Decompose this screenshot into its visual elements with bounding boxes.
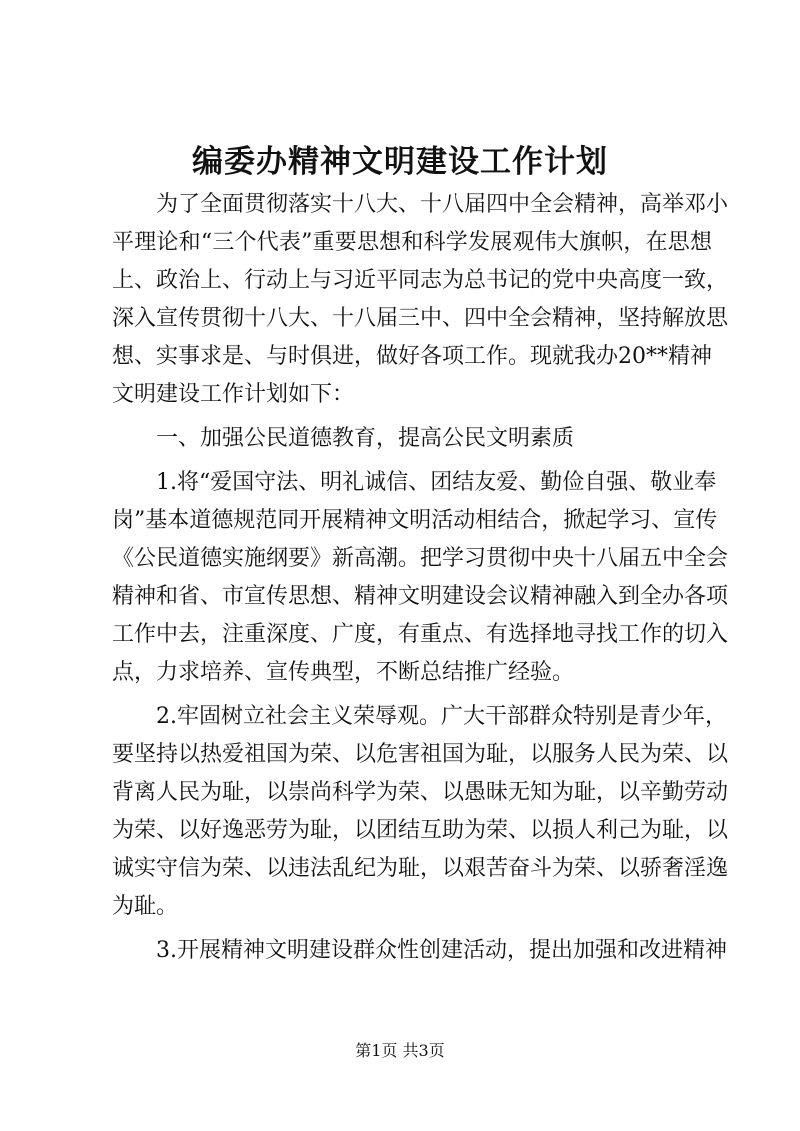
body-text-line: 精神和省、市宣传思想、精神文明建设会议精神融入到全办各项 xyxy=(112,584,729,609)
body-text-line: 工作中去，注重深度、广度，有重点、有选择地寻找工作的切入 xyxy=(112,622,729,647)
body-text-line: 为了全面贯彻落实十八大、十八届四中全会精神，高举邓小 xyxy=(156,192,729,217)
body-text-line: 《公民道德实施纲要》新高潮。把学习贯彻中央十八届五中全会 xyxy=(112,546,729,571)
body-text-line: 为荣、以好逸恶劳为耻，以团结互助为荣、以损人利己为耻，以 xyxy=(112,818,729,843)
body-text-line: 要坚持以热爱祖国为荣、以危害祖国为耻，以服务人民为荣、以 xyxy=(112,742,729,767)
body-text-line: 上、政治上、行动上与习近平同志为总书记的党中央高度一致， xyxy=(112,268,729,293)
body-text-line: 诚实守信为荣、以违法乱纪为耻，以艰苦奋斗为荣、以骄奢淫逸 xyxy=(112,856,729,881)
body-text-line: 平理论和“三个代表”重要思想和科学发展观伟大旗帜，在思想 xyxy=(112,230,712,255)
body-text-line: 文明建设工作计划如下： xyxy=(112,382,355,407)
body-text-line: 想、实事求是、与时俱进，做好各项工作。现就我办20**精神 xyxy=(112,344,712,369)
body-text-line: 岗”基本道德规范同开展精神文明活动相结合，掀起学习、宣传 xyxy=(112,508,718,533)
body-text-line: 为耻。 xyxy=(112,894,179,919)
body-text-line: 3.开展精神文明建设群众性创建活动，提出加强和改进精神 xyxy=(156,938,727,963)
document-title: 编委办精神文明建设工作计划 xyxy=(192,144,608,180)
body-text-line: 2.牢固树立社会主义荣辱观。广大干部群众特别是青少年， xyxy=(156,704,727,729)
body-text-line: 1.将“爱国守法、明礼诚信、团结友爱、勤俭自强、敬业奉 xyxy=(156,470,717,495)
body-text-line: 点，力求培养、宣传典型，不断总结推广经验。 xyxy=(112,660,575,685)
body-text-line: 背离人民为耻，以崇尚科学为荣、以愚昧无知为耻，以辛勤劳动 xyxy=(112,780,729,805)
body-text-line: 深入宣传贯彻十八大、十八届三中、四中全会精神，坚持解放思 xyxy=(112,306,729,331)
body-text-line: 一、加强公民道德教育，提高公民文明素质 xyxy=(156,426,575,451)
page-footer: 第1页 共3页 xyxy=(355,1041,445,1060)
document-body xyxy=(112,186,729,970)
